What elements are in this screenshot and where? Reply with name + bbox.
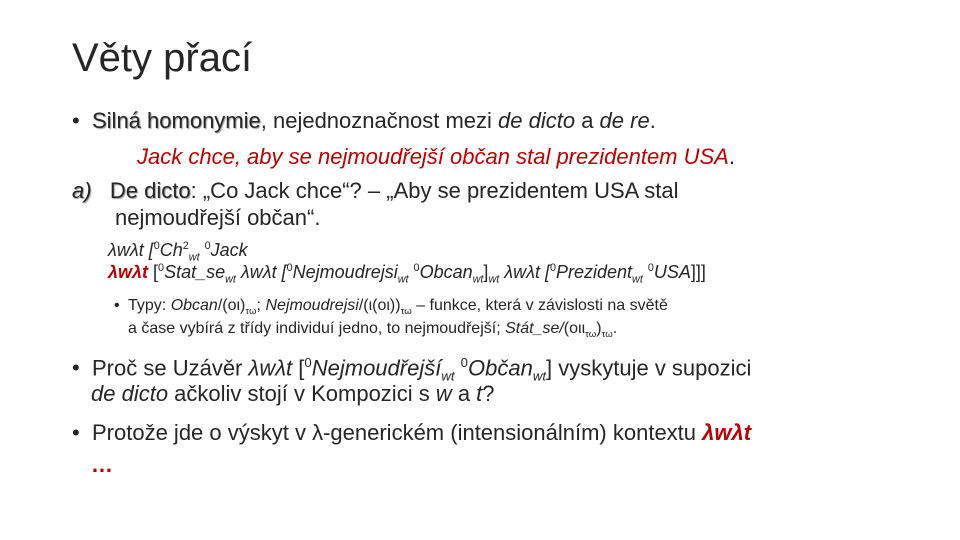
item-a-de-dicto bbox=[72, 178, 679, 204]
q: 0 bbox=[460, 355, 468, 370]
t: τω bbox=[245, 306, 257, 318]
q: a bbox=[451, 381, 477, 406]
bullet-marker: • bbox=[114, 297, 120, 314]
q: λwλt bbox=[248, 355, 293, 381]
formula-line-1 bbox=[108, 240, 248, 264]
t: (οιι bbox=[563, 320, 586, 337]
term-de-re: de re bbox=[599, 108, 650, 133]
t: Nejmoudrejsi bbox=[265, 297, 359, 314]
f: Ch bbox=[159, 240, 183, 260]
bullet-marker: • bbox=[72, 355, 80, 381]
example-text: Jack chce, aby se nejmoudřejší občan stal prezidentem USA bbox=[137, 144, 729, 169]
t: τω bbox=[601, 329, 613, 341]
types-bullet bbox=[114, 297, 668, 317]
f: 0 bbox=[413, 262, 420, 274]
f: 0 bbox=[647, 262, 654, 274]
text: a bbox=[575, 108, 600, 133]
q: Občan bbox=[468, 355, 533, 381]
t: Obcan bbox=[170, 297, 218, 314]
text: , nejednoznačnost mezi bbox=[260, 108, 499, 133]
f: wt bbox=[632, 273, 643, 286]
f: USA bbox=[653, 262, 691, 282]
f: Prezident bbox=[556, 262, 633, 282]
f: wt bbox=[488, 273, 500, 286]
lambda-closure: λwλt bbox=[702, 420, 752, 445]
f: wt bbox=[188, 251, 200, 264]
bullet-marker: • bbox=[72, 420, 80, 445]
f: λwλt [ bbox=[499, 262, 550, 282]
q: [ bbox=[292, 355, 305, 381]
bullet-question bbox=[72, 355, 751, 384]
q: Nejmoudřejší bbox=[311, 355, 442, 381]
answer-ellipsis: … bbox=[91, 452, 113, 477]
bullet-homonymy bbox=[72, 108, 656, 134]
item-label: a) bbox=[72, 178, 92, 203]
example-period: . bbox=[728, 144, 735, 169]
f: 0 bbox=[158, 262, 165, 274]
term-strong-homonymy: Silná homonymie bbox=[92, 108, 261, 133]
a: Protože jde o výskyt v λ-generickém (intensionálním) kontextu bbox=[92, 420, 703, 445]
f: Nejmoudrejsi bbox=[292, 262, 398, 282]
f: ]]] bbox=[690, 262, 706, 282]
t: – funkce, která v závislosti na světě bbox=[411, 297, 668, 314]
example-sentence bbox=[137, 144, 735, 170]
t: τω bbox=[400, 306, 412, 318]
bullet-answer bbox=[72, 420, 751, 446]
f: 0 bbox=[286, 262, 293, 274]
q: de dicto bbox=[91, 381, 169, 406]
f: Stat_se bbox=[164, 262, 226, 282]
slide-title: Věty přací bbox=[72, 36, 253, 80]
q: wt bbox=[441, 368, 455, 384]
t: τω bbox=[585, 329, 597, 341]
f: Jack bbox=[210, 240, 248, 260]
f: λwλt [ bbox=[108, 240, 154, 260]
t: ) bbox=[596, 320, 602, 337]
lambda-closure: λwλt bbox=[108, 262, 149, 282]
f: λwλt [ bbox=[235, 262, 287, 282]
text: : „Co Jack chce“? – „Aby se prezidentem USA stal bbox=[190, 178, 679, 203]
t: Typy: bbox=[128, 297, 171, 314]
types-continuation bbox=[128, 320, 617, 340]
q: wt bbox=[532, 368, 547, 384]
t: a čase vybírá z třídy individuí jedno, to nejmoudřejší; bbox=[128, 320, 506, 337]
q: t bbox=[476, 381, 483, 406]
f: 0 bbox=[153, 240, 160, 252]
question-continuation bbox=[91, 381, 495, 407]
q: ačkoliv stojí v Kompozici s bbox=[168, 381, 436, 406]
f: [ bbox=[148, 262, 159, 282]
q: 0 bbox=[304, 355, 312, 370]
t: /(οι) bbox=[217, 297, 246, 314]
term-de-dicto: de dicto bbox=[498, 108, 576, 133]
f: wt bbox=[397, 273, 409, 286]
f: 0 bbox=[549, 262, 556, 274]
f: wt bbox=[472, 273, 484, 286]
f: wt bbox=[225, 273, 236, 286]
t: . bbox=[612, 320, 618, 337]
item-a-continuation: nejmoudřejší občan“. bbox=[115, 205, 321, 230]
bullet-marker: • bbox=[72, 108, 80, 133]
f: ] bbox=[483, 262, 489, 282]
text: . bbox=[649, 108, 656, 133]
f: 2 bbox=[182, 240, 189, 252]
f: Obcan bbox=[419, 262, 473, 282]
t: ; bbox=[256, 297, 266, 314]
t: /(ι(οι)) bbox=[358, 297, 401, 314]
formula-line-2 bbox=[108, 262, 706, 286]
q: Proč se Uzávěr bbox=[92, 355, 249, 381]
t: Stát_se/ bbox=[505, 320, 564, 337]
f: 0 bbox=[204, 240, 211, 252]
term-de-dicto: De dicto bbox=[109, 178, 191, 203]
q: w bbox=[435, 381, 452, 406]
q: ] vyskytuje v supozici bbox=[546, 355, 752, 381]
q: ? bbox=[482, 381, 495, 406]
